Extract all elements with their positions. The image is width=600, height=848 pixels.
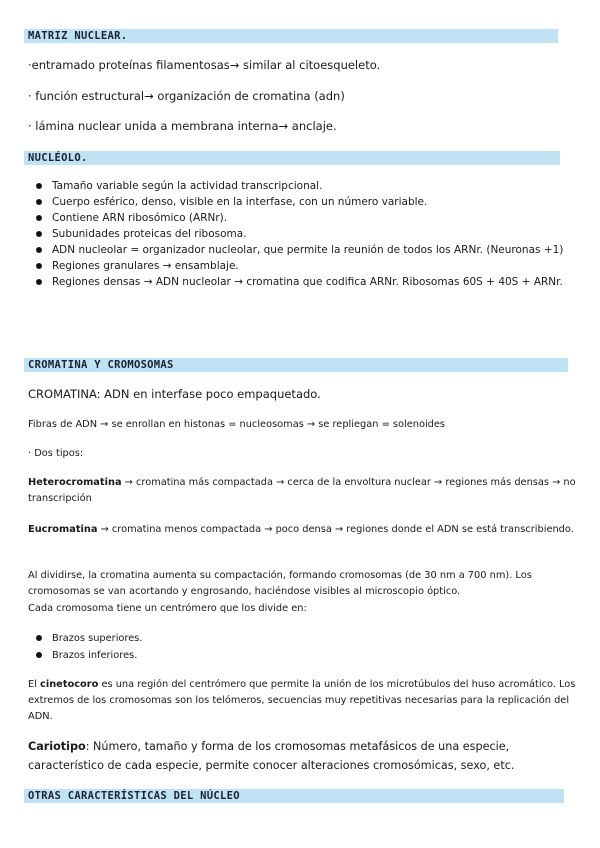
- bullet-dot-icon: [36, 279, 42, 285]
- list-item: Brazos inferiores.: [36, 647, 572, 664]
- bullet-dot-icon: [36, 183, 42, 189]
- bullet-dot-icon: [36, 652, 42, 658]
- fibras-text: Fibras de ADN → se enrollan en histonas = nucleosomas → se repliegan = solenoides: [28, 419, 446, 430]
- cariotipo-term: Cariotipo: [28, 740, 86, 753]
- heading-otras-caracteristicas: OTRAS CARACTERÍSTICAS DEL NÚCLEO: [24, 789, 564, 803]
- matriz-line-1: ·entramado proteínas filamentosas→ similar al citoesqueleto.: [28, 58, 381, 72]
- list-item: Brazos superiores.: [36, 630, 572, 647]
- cariotipo-paragraph: Cariotipo: Número, tamaño y forma de los cromosomas metafásicos de una especie, característico de cada especie, permite conocer alteraciones cromosómicas, sexo, etc.: [28, 740, 515, 772]
- matriz-line-3: · lámina nuclear unida a membrana interna→ anclaje.: [28, 119, 337, 133]
- cromatina-intro: CROMATINA: ADN en interfase poco empaquetado.: [28, 387, 321, 401]
- heterocromatina-term: Heterocromatina: [28, 477, 122, 488]
- list-item: Contiene ARN ribosómico (ARNr).: [36, 210, 572, 226]
- eucromatina-paragraph: Eucromatina → cromatina menos compactada → poco densa → regiones donde el ADN se está transcribiendo.: [28, 524, 574, 535]
- list-item: Regiones granulares → ensamblaje.: [36, 258, 572, 274]
- list-item: ADN nucleolar = organizador nucleolar, que permite la reunión de todos los ARNr. (Neuronas +1): [36, 242, 572, 258]
- nucleolo-list: [36, 178, 572, 290]
- bullet-dot-icon: [36, 231, 42, 237]
- list-item: Cuerpo esférico, denso, visible en la interfase, con un número variable.: [36, 194, 572, 210]
- cinetocoro-paragraph: El cinetocoro es una región del centrómero que permite la unión de los microtúbulos del huso acromático. Los extremos de los cromosomas son los telómeros, secuencias muy repetitivas necesarias para la replicación del ADN.: [28, 679, 576, 722]
- brazos-list: [36, 630, 572, 664]
- bullet-dot-icon: [36, 635, 42, 641]
- bullet-dot-icon: [36, 199, 42, 205]
- centromero-text: Cada cromosoma tiene un centrómero que los divide en:: [28, 603, 307, 614]
- bullet-dot-icon: [36, 215, 42, 221]
- bullet-dot-icon: [36, 247, 42, 253]
- matriz-line-2: · función estructural→ organización de cromatina (adn): [28, 89, 345, 103]
- list-item: Subunidades proteicas del ribosoma.: [36, 226, 572, 242]
- dividirse-paragraph: Al dividirse, la cromatina aumenta su compactación, formando cromosomas (de 30 nm a 700 nm). Los cromosomas se van acortando y engrosando, haciéndose visibles al microscopio óptico.: [28, 570, 532, 597]
- heading-matriz-nuclear: MATRIZ NUCLEAR.: [24, 29, 558, 43]
- dos-tipos-label: · Dos tipos:: [28, 448, 84, 459]
- list-item: Regiones densas → ADN nucleolar → cromatina que codifica ARNr. Ribosomas 60S + 40S + ARNr.: [36, 274, 572, 290]
- bullet-dot-icon: [36, 263, 42, 269]
- list-item: Tamaño variable según la actividad transcripcional.: [36, 178, 572, 194]
- heterocromatina-paragraph: Heterocromatina → cromatina más compactada → cerca de la envoltura nuclear → regiones más densas → no transcripción: [28, 477, 576, 504]
- eucromatina-term: Eucromatina: [28, 524, 98, 535]
- heading-cromatina: CROMATINA Y CROMOSOMAS: [24, 358, 568, 372]
- heading-nucleolo: NUCLÉOLO.: [24, 151, 560, 165]
- cinetocoro-term: cinetocoro: [40, 679, 99, 690]
